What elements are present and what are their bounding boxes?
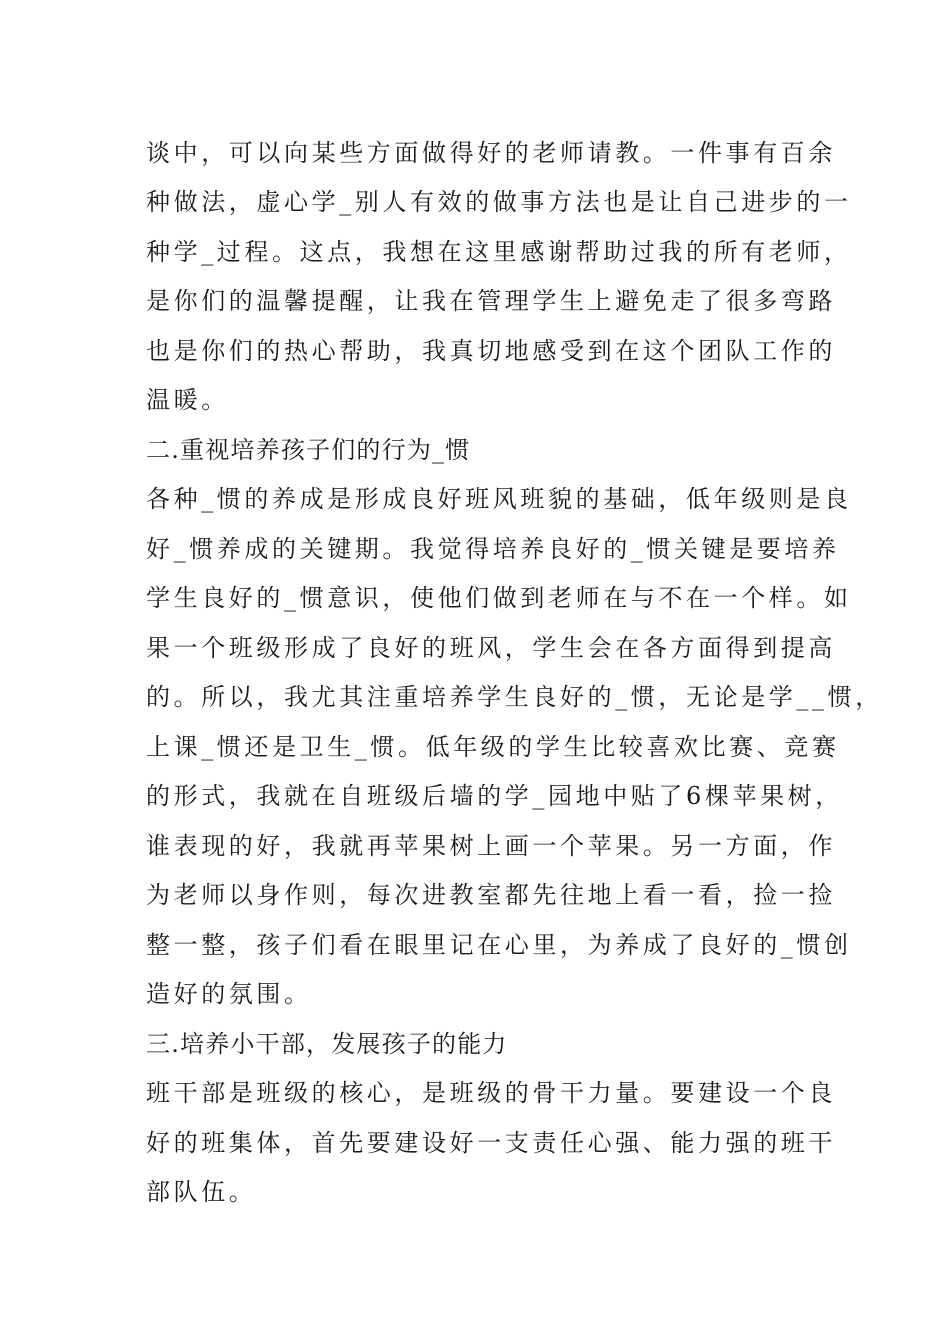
text-line: 是你们的温馨提醒，让我在管理学生上避免走了很多弯路 bbox=[146, 287, 836, 315]
text-line: 的形式，我就在自班级后墙的学_园地中贴了6棵苹果树， bbox=[146, 782, 843, 810]
text-line: 好的班集体，首先要建设好一支责任心强、能力强的班干 bbox=[146, 1129, 836, 1157]
text-line: 整一整，孩子们看在眼里记在心里，为养成了良好的_惯创 bbox=[146, 931, 852, 959]
text-line: 果一个班级形成了良好的班风，学生会在各方面得到提高 bbox=[146, 634, 836, 662]
text-line: 造好的氛围。 bbox=[146, 980, 312, 1008]
text-line: 的。所以，我尤其注重培养学生良好的_惯，无论是学__惯， bbox=[146, 683, 883, 711]
text-line: 班干部是班级的核心，是班级的骨干力量。要建设一个良 bbox=[146, 1079, 836, 1107]
text-line: 上课_惯还是卫生_惯。低年级的学生比较喜欢比赛、竞赛 bbox=[146, 733, 840, 761]
text-line: 谈中，可以向某些方面做得好的老师请教。一件事有百余 bbox=[146, 139, 836, 167]
text-line: 温暖。 bbox=[146, 386, 229, 414]
text-line: 也是你们的热心帮助，我真切地感受到在这个团队工作的 bbox=[146, 337, 836, 365]
section-heading: 二.重视培养孩子们的行为_惯 bbox=[146, 436, 471, 464]
text-line: 种学_过程。这点，我想在这里感谢帮助过我的所有老师， bbox=[146, 238, 852, 266]
text-line: 部队伍。 bbox=[146, 1178, 257, 1206]
text-line: 各种_惯的养成是形成良好班风班貌的基础，低年级则是良 bbox=[146, 485, 852, 513]
text-line: 种做法，虚心学_别人有效的做事方法也是让自己进步的一 bbox=[146, 188, 852, 216]
text-line: 学生良好的_惯意识，使他们做到老师在与不在一个样。如 bbox=[146, 584, 852, 612]
text-line: 谁表现的好，我就再苹果树上画一个苹果。另一方面，作 bbox=[146, 832, 836, 860]
section-heading: 三.培养小干部，发展孩子的能力 bbox=[146, 1030, 508, 1058]
text-line: 为老师以身作则，每次进教室都先往地上看一看，捡一捡 bbox=[146, 881, 836, 909]
text-line: 好_惯养成的关键期。我觉得培养良好的_惯关键是要培养 bbox=[146, 535, 840, 563]
